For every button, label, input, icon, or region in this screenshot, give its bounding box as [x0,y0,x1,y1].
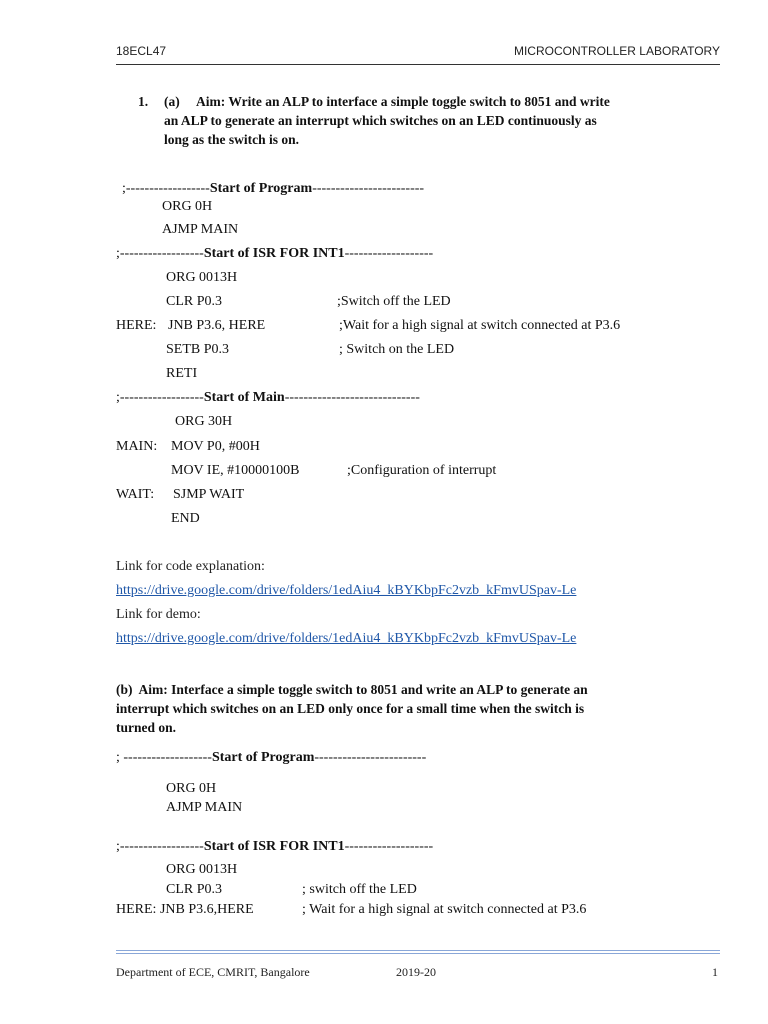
header-rule [116,64,720,65]
part-a-ajmp-main: AJMP MAIN [162,222,239,237]
part-a-here-label: HERE: [116,318,157,333]
part-b-clr-p03: CLR P0.3 [166,882,223,897]
part-b-aim-line-1: (b) Aim: Interface a simple toggle switch to 8051 and write an ALP to generate an [116,682,588,697]
part-a-aim-line-3: long as the switch is on. [164,132,300,147]
part-a-jnb: JNB P3.6, HERE [168,318,266,333]
part-a-org-0h: ORG 0H [162,199,213,214]
link-explanation-label: Link for code explanation: [116,559,265,574]
part-b-aim-line-2: interrupt which switches on an LED only once for a small time when the switch is [116,701,585,716]
part-b-org-0013h: ORG 0013H [166,862,238,877]
footer-year: 2019-20 [396,965,436,979]
footer-rule-top [116,950,720,951]
part-a-wait-label: WAIT: [116,487,155,502]
part-a-mov-ie-comment: ;Configuration of interrupt [347,463,497,478]
part-a-org-30h: ORG 30H [175,414,233,429]
question-number: 1. [138,94,149,109]
footer-rule-bottom [116,953,720,954]
part-a-sjmp-wait: SJMP WAIT [173,487,245,502]
link-demo-url[interactable]: https://drive.google.com/drive/folders/1edAiu4_kBYKbpFc2vzb_kFmvUSpav-Le [116,631,577,646]
part-a-start-program-comment: ;------------------Start of Program------------------------ [122,181,425,196]
part-a-clr-comment: ;Switch off the LED [337,294,451,309]
footer-department: Department of ECE, CMRIT, Bangalore [116,965,310,979]
part-b-start-program-comment: ; -------------------Start of Program------------------------ [116,750,427,765]
link-explanation-url[interactable]: https://drive.google.com/drive/folders/1edAiu4_kBYKbpFc2vzb_kFmvUSpav-Le [116,583,577,598]
part-a-main-label: MAIN: [116,439,158,454]
part-a-mov-p0: MOV P0, #00H [171,439,260,454]
part-a-setb-p03: SETB P0.3 [166,342,230,357]
link-demo-label: Link for demo: [116,607,201,622]
part-b-aim-line-3: turned on. [116,720,177,735]
part-b-isr-comment: ;------------------Start of ISR FOR INT1------------------- [116,839,434,854]
header-lab-title: MICROCONTROLLER LABORATORY [513,44,720,58]
part-b-here-line: HERE: JNB P3.6,HERE [116,902,254,917]
part-a-org-0013h: ORG 0013H [166,270,238,285]
header-course-code: 18ECL47 [116,44,167,58]
part-a-clr-p03: CLR P0.3 [166,294,223,309]
part-a-end: END [171,511,200,526]
part-b-org-0h: ORG 0H [166,781,217,796]
part-a-label: (a) [164,94,180,109]
part-a-aim-line-2: an ALP to generate an interrupt which switches on an LED continuously as [164,113,597,128]
part-a-jnb-comment: ;Wait for a high signal at switch connected at P3.6 [339,318,621,333]
part-a-setb-comment: ; Switch on the LED [339,342,455,357]
part-a-reti: RETI [166,366,198,381]
part-b-here-comment: ; Wait for a high signal at switch connected at P3.6 [302,902,587,917]
part-a-aim-line-1: Aim: Write an ALP to interface a simple toggle switch to 8051 and write [196,94,610,109]
part-a-isr-comment: ;------------------Start of ISR FOR INT1------------------- [116,246,434,261]
part-b-ajmp-main: AJMP MAIN [166,800,243,815]
part-b-clr-comment: ; switch off the LED [302,882,417,897]
part-a-main-comment: ;------------------Start of Main----------------------------- [116,390,420,405]
part-a-mov-ie: MOV IE, #10000100B [171,463,300,478]
footer-page-number: 1 [712,965,718,979]
